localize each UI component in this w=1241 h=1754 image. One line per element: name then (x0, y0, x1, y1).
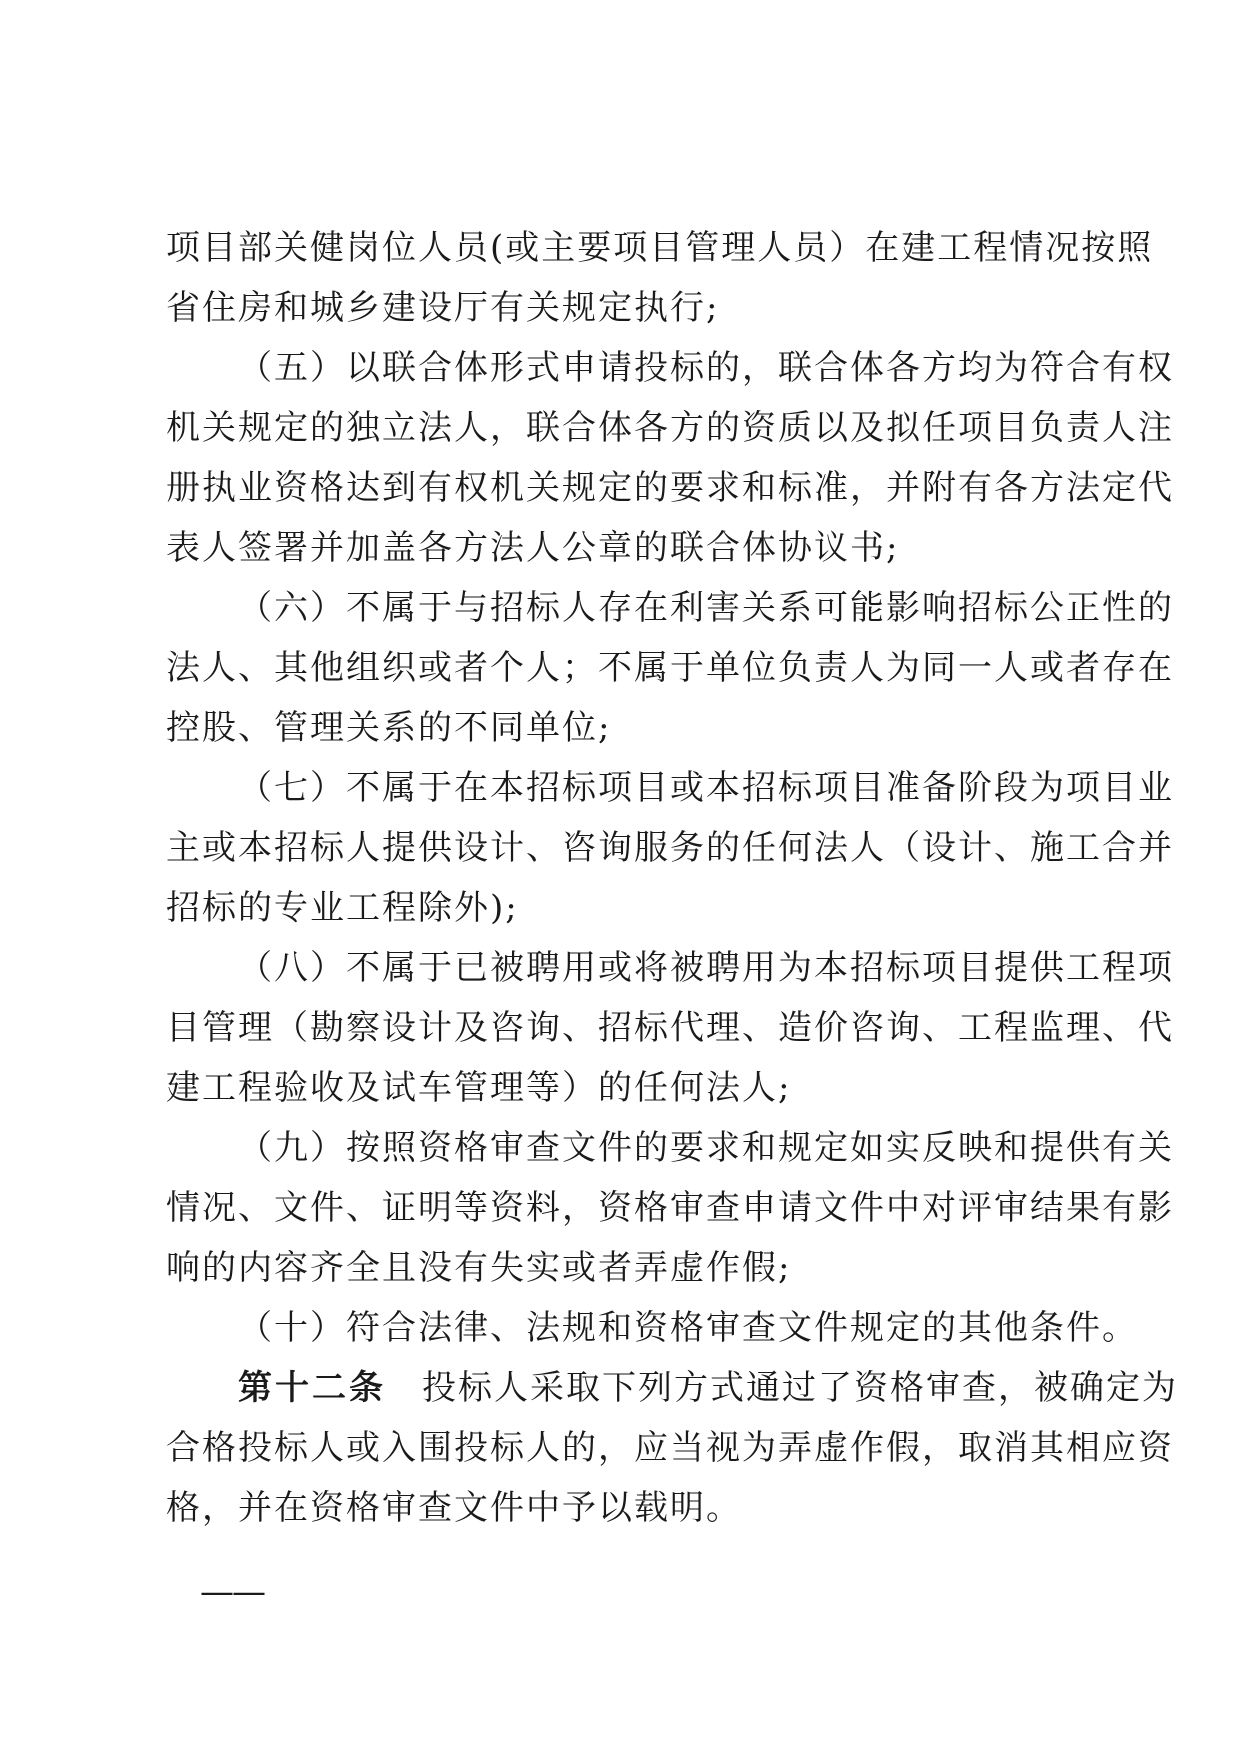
text-line: 响的内容齐全且没有失实或者弄虚作假; (166, 1248, 792, 1288)
text-line: 表人签署并加盖各方法人公章的联合体协议书; (166, 528, 900, 568)
article-first-line-text: 投标人采取下列方式通过了资格审查，被确定为 (422, 1368, 1178, 1408)
text-line: （九）按照资格审查文件的要求和规定如实反映和提供有关 (238, 1128, 1174, 1168)
article-heading: 第十二条 (238, 1368, 386, 1408)
text-line: 情况、文件、证明等资料，资格审查申请文件中对评审结果有影 (166, 1188, 1174, 1228)
paragraph-lines (166, 218, 1174, 1358)
text-line: （八）不属于已被聘用或将被聘用为本招标项目提供工程项 (238, 948, 1174, 988)
text-line: 目管理（勘察设计及咨询、招标代理、造价咨询、工程监理、代 (166, 1008, 1174, 1048)
text-line: 册执业资格达到有权机关规定的要求和标准，并附有各方法定代 (166, 468, 1174, 508)
text-line: （五）以联合体形式申请投标的，联合体各方均为符合有权 (238, 348, 1174, 388)
article-12-line-3: 格，并在资格审查文件中予以载明。 (166, 1488, 742, 1528)
text-line: （七）不属于在本招标项目或本招标项目准备阶段为项目业 (238, 768, 1174, 808)
page-number-marker: —— (200, 1572, 264, 1612)
text-line: 项目部关健岗位人员(或主要项目管理人员）在建工程情况按照 (166, 228, 1154, 268)
article-12-first-line (166, 1358, 1178, 1418)
text-line: 主或本招标人提供设计、咨询服务的任何法人（设计、施工合并 (166, 828, 1174, 868)
text-line: 控股、管理关系的不同单位; (166, 708, 612, 748)
text-line: 机关规定的独立法人，联合体各方的资质以及拟任项目负责人注 (166, 408, 1174, 448)
text-line: 省住房和城乡建设厅有关规定执行; (166, 288, 720, 328)
text-line: （六）不属于与招标人存在利害关系可能影响招标公正性的 (238, 588, 1174, 628)
text-line: （十）符合法律、法规和资格审查文件规定的其他条件。 (238, 1308, 1138, 1348)
text-line: 法人、其他组织或者个人；不属于单位负责人为同一人或者存在 (166, 648, 1174, 688)
article-12-line-2: 合格投标人或入围投标人的，应当视为弄虚作假，取消其相应资 (166, 1428, 1174, 1468)
text-line: 招标的专业工程除外); (166, 888, 519, 928)
document-body (166, 218, 1178, 1538)
text-line: 建工程验收及试车管理等）的任何法人; (166, 1068, 792, 1108)
